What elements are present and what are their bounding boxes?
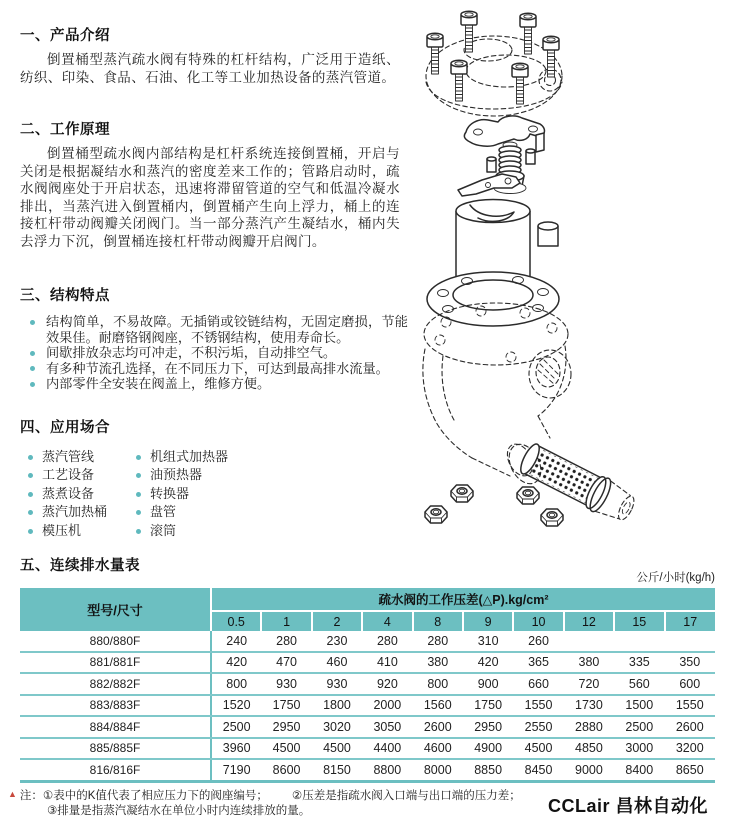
application-item bbox=[28, 466, 136, 484]
value-cell: 660 bbox=[513, 673, 563, 695]
value-cell: 2880 bbox=[564, 716, 614, 738]
applications-list-left bbox=[28, 448, 136, 540]
model-cell: 880/880F bbox=[20, 631, 211, 652]
value-cell: 800 bbox=[211, 673, 261, 695]
table-row bbox=[20, 738, 715, 760]
value-cell: 8600 bbox=[261, 759, 311, 781]
value-cell: 410 bbox=[362, 652, 412, 674]
table-header-row-1 bbox=[20, 588, 715, 611]
application-item bbox=[28, 485, 136, 503]
table-row bbox=[20, 631, 715, 652]
section-principle bbox=[20, 118, 400, 250]
value-cell: 350 bbox=[665, 652, 715, 674]
value-cell: 1550 bbox=[513, 695, 563, 717]
value-cell: 260 bbox=[513, 631, 563, 652]
table-row bbox=[20, 759, 715, 781]
bullet-icon bbox=[30, 351, 35, 356]
value-cell: 560 bbox=[614, 673, 664, 695]
value-cell: 2600 bbox=[413, 716, 463, 738]
value-cell: 8400 bbox=[614, 759, 664, 781]
steam-trap-exploded-drawing bbox=[398, 4, 730, 560]
note-2: ②压差是指疏水阀入口端与出口端的压力差； bbox=[291, 790, 521, 802]
value-cell: 380 bbox=[564, 652, 614, 674]
unit-label: 公斤/小时(kg/h) bbox=[636, 572, 715, 584]
application-text: 蒸煮设备 bbox=[42, 485, 95, 501]
value-cell: 800 bbox=[413, 673, 463, 695]
value-cell: 900 bbox=[463, 673, 513, 695]
value-cell bbox=[564, 631, 614, 652]
value-cell: 380 bbox=[413, 652, 463, 674]
note-triangle-icon: ▲ bbox=[8, 789, 17, 799]
value-cell: 2500 bbox=[614, 716, 664, 738]
feature-item bbox=[29, 314, 408, 345]
value-cell: 930 bbox=[261, 673, 311, 695]
application-text: 机组式加热器 bbox=[150, 449, 229, 464]
section-title-intro: 一、产品介绍 bbox=[20, 28, 110, 44]
model-cell: 884/884F bbox=[20, 716, 211, 738]
drainage-table bbox=[20, 588, 715, 783]
application-text: 盘管 bbox=[150, 504, 177, 520]
value-cell: 8650 bbox=[665, 759, 715, 781]
application-text: 转换器 bbox=[150, 485, 190, 501]
value-cell: 8850 bbox=[463, 759, 513, 781]
value-cell: 4400 bbox=[362, 738, 412, 760]
value-cell: 4900 bbox=[463, 738, 513, 760]
gasket-flange bbox=[427, 272, 559, 326]
application-item bbox=[136, 503, 228, 521]
pressure-header-cell: 4 bbox=[362, 611, 412, 631]
feature-text: 有多种节流孔选择，在不同压力下，可达到最高排水流量。 bbox=[46, 360, 389, 376]
application-item bbox=[28, 522, 136, 540]
principle-paragraph: 倒置桶型疏水阀内部结构是杠杆系统连接倒置桶，开启与关闭是根据凝结水和蒸汽的密度差来工作的；管路启动时，疏水阀阀座处于开启状态，迅速将滞留管道的空气和低温冷凝水排出，当蒸汽进入倒置桶内，倒置桶产生向上浮力，桶上的连接杠杆带动阀瓣关闭阀门。当一部分蒸汽产生凝结水，桶内失去浮力下沉，倒置桶连接杠杆带动阀瓣开启阀门。 bbox=[20, 146, 400, 249]
value-cell: 930 bbox=[312, 673, 362, 695]
application-text: 蒸汽加热桶 bbox=[42, 504, 108, 520]
feature-item bbox=[29, 345, 408, 361]
value-cell: 3960 bbox=[211, 738, 261, 760]
value-cell: 4600 bbox=[413, 738, 463, 760]
footnotes bbox=[8, 787, 553, 819]
application-item bbox=[136, 448, 228, 466]
value-cell: 8450 bbox=[513, 759, 563, 781]
model-cell: 816/816F bbox=[20, 759, 211, 781]
value-cell: 720 bbox=[564, 673, 614, 695]
bullet-icon bbox=[30, 382, 35, 387]
application-text: 工艺设备 bbox=[42, 467, 95, 483]
brand-logo-text: CCLair 昌林自动化 bbox=[547, 796, 708, 816]
value-cell bbox=[614, 631, 664, 652]
application-text: 蒸汽管线 bbox=[42, 449, 95, 464]
value-cell: 7190 bbox=[211, 759, 261, 781]
bullet-icon bbox=[30, 366, 35, 371]
bullet-icon bbox=[136, 492, 141, 497]
bullet-icon bbox=[136, 473, 141, 478]
section-title-applications: 四、应用场合 bbox=[20, 420, 110, 436]
value-cell: 4850 bbox=[564, 738, 614, 760]
value-cell: 2550 bbox=[513, 716, 563, 738]
value-cell: 4500 bbox=[261, 738, 311, 760]
value-cell: 3020 bbox=[312, 716, 362, 738]
value-cell: 3050 bbox=[362, 716, 412, 738]
value-cell bbox=[665, 631, 715, 652]
drainage-table-body bbox=[20, 631, 715, 781]
section-intro bbox=[20, 24, 400, 86]
section-title-features: 三、结构特点 bbox=[20, 288, 110, 304]
value-cell: 460 bbox=[312, 652, 362, 674]
value-cell: 8000 bbox=[413, 759, 463, 781]
model-cell: 883/883F bbox=[20, 695, 211, 717]
value-cell: 2500 bbox=[211, 716, 261, 738]
value-cell: 1500 bbox=[614, 695, 664, 717]
feature-item bbox=[29, 361, 408, 377]
pressure-header-cell: 0.5 bbox=[211, 611, 261, 631]
value-cell: 1520 bbox=[211, 695, 261, 717]
hex-nuts bbox=[425, 485, 563, 526]
model-cell: 882/882F bbox=[20, 673, 211, 695]
model-column-header: 型号/尺寸 bbox=[20, 588, 211, 631]
bullet-icon bbox=[28, 529, 33, 534]
table-row bbox=[20, 673, 715, 695]
pressure-header-cell: 12 bbox=[564, 611, 614, 631]
model-cell: 881/881F bbox=[20, 652, 211, 674]
value-cell: 280 bbox=[362, 631, 412, 652]
section-title-principle: 二、工作原理 bbox=[20, 122, 110, 138]
value-cell: 420 bbox=[463, 652, 513, 674]
value-cell: 280 bbox=[413, 631, 463, 652]
value-cell: 240 bbox=[211, 631, 261, 652]
value-cell: 280 bbox=[261, 631, 311, 652]
inverted-bucket bbox=[456, 200, 558, 285]
bullet-icon bbox=[30, 320, 35, 325]
value-cell: 420 bbox=[211, 652, 261, 674]
application-text: 滚筒 bbox=[150, 522, 177, 538]
value-cell: 600 bbox=[665, 673, 715, 695]
bullet-icon bbox=[136, 455, 141, 460]
application-item bbox=[136, 522, 228, 540]
feature-text: 间歇排放杂志均可冲走，不积污垢，自动排空气。 bbox=[46, 345, 337, 361]
section-drainage bbox=[20, 554, 400, 575]
value-cell: 1750 bbox=[463, 695, 513, 717]
table-row bbox=[20, 695, 715, 717]
value-cell: 2600 bbox=[665, 716, 715, 738]
feature-text: 内部零件全安装在阀盖上，维修方便。 bbox=[46, 376, 271, 392]
strainer-screen bbox=[516, 440, 639, 527]
pressure-header-cell: 17 bbox=[665, 611, 715, 631]
value-cell: 3000 bbox=[614, 738, 664, 760]
value-cell: 2000 bbox=[362, 695, 412, 717]
value-cell: 1550 bbox=[665, 695, 715, 717]
applications-list-right bbox=[136, 448, 228, 540]
section-features bbox=[20, 284, 408, 392]
application-text: 模压机 bbox=[42, 522, 82, 538]
bullet-icon bbox=[28, 455, 33, 460]
bullet-icon bbox=[28, 510, 33, 515]
value-cell: 1730 bbox=[564, 695, 614, 717]
lever-spring-assembly bbox=[458, 116, 545, 196]
value-cell: 335 bbox=[614, 652, 664, 674]
pressure-header-cell: 9 bbox=[463, 611, 513, 631]
value-cell: 2950 bbox=[463, 716, 513, 738]
value-cell: 9000 bbox=[564, 759, 614, 781]
table-row bbox=[20, 716, 715, 738]
value-cell: 1800 bbox=[312, 695, 362, 717]
drainage-table-head bbox=[20, 588, 715, 631]
note-1: ①表中的K值代表了相应压力下的阀座编号； bbox=[42, 790, 268, 802]
feature-item bbox=[29, 376, 408, 392]
value-cell: 3200 bbox=[665, 738, 715, 760]
feature-text: 结构简单，不易故障。无插销或铰链结构，无固定磨损，节能效果佳。耐磨铬钢阀座，不锈钢结构，使用寿命长。 bbox=[46, 314, 408, 345]
value-cell: 310 bbox=[463, 631, 513, 652]
footnote-line-1 bbox=[8, 787, 553, 804]
application-item bbox=[28, 503, 136, 521]
section-title-drainage: 五、连续排水量表 bbox=[20, 558, 140, 574]
applications-columns bbox=[28, 448, 400, 540]
table-row bbox=[20, 652, 715, 674]
value-cell: 8150 bbox=[312, 759, 362, 781]
note-3: ③排量是指蒸汽凝结水在单位小时内连续排放的量。 bbox=[47, 805, 311, 817]
value-cell: 230 bbox=[312, 631, 362, 652]
pressure-header-cell: 10 bbox=[513, 611, 563, 631]
note-label: 注： bbox=[19, 790, 43, 802]
application-text: 油预热器 bbox=[150, 467, 203, 483]
cap-screws bbox=[427, 11, 559, 104]
pressure-header-cell: 8 bbox=[413, 611, 463, 631]
application-item bbox=[28, 448, 136, 466]
bullet-icon bbox=[136, 529, 141, 534]
bullet-icon bbox=[28, 473, 33, 478]
pressure-header-cell: 1 bbox=[261, 611, 311, 631]
bonnet-cover-dashed bbox=[426, 36, 562, 116]
features-list bbox=[29, 314, 408, 392]
pressure-header-cell: 15 bbox=[614, 611, 664, 631]
model-cell: 885/885F bbox=[20, 738, 211, 760]
intro-paragraph: 倒置桶型蒸汽疏水阀有特殊的杠杆结构，广泛用于造纸、纺织、印染、食品、石油、化工等工业加热设备的蒸汽管道。 bbox=[20, 52, 400, 85]
value-cell: 470 bbox=[261, 652, 311, 674]
value-cell: 4500 bbox=[513, 738, 563, 760]
section-applications bbox=[20, 416, 400, 540]
bullet-icon bbox=[28, 492, 33, 497]
bullet-icon bbox=[136, 510, 141, 515]
value-cell: 1750 bbox=[261, 695, 311, 717]
value-cell: 1560 bbox=[413, 695, 463, 717]
pressure-header-cell: 2 bbox=[312, 611, 362, 631]
value-cell: 2950 bbox=[261, 716, 311, 738]
exploded-view-diagram bbox=[398, 4, 730, 560]
application-item bbox=[136, 485, 228, 503]
value-cell: 365 bbox=[513, 652, 563, 674]
value-cell: 920 bbox=[362, 673, 412, 695]
application-item bbox=[136, 466, 228, 484]
value-cell: 8800 bbox=[362, 759, 412, 781]
value-cell: 4500 bbox=[312, 738, 362, 760]
pressure-span-header: 疏水阀的工作压差(△P).kg/cm² bbox=[211, 588, 715, 611]
